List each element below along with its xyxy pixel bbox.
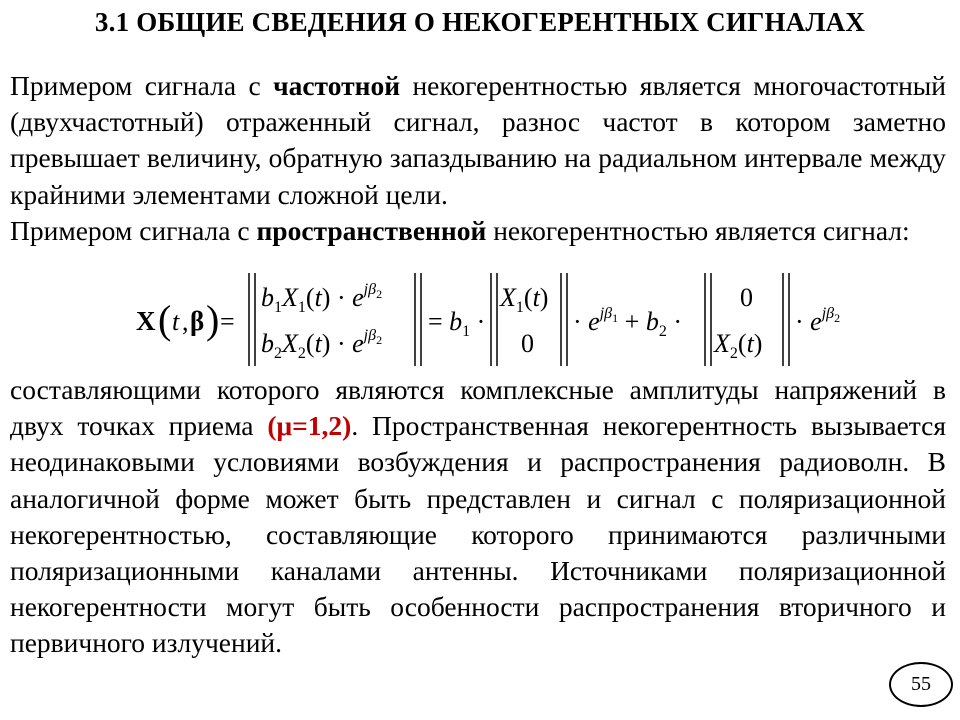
text-run: составляющими которого являются комплексные амплитуды напряжений в двух точках приема xyxy=(10,374,946,442)
paragraph-intro xyxy=(10,68,946,249)
formula-mid: · $e^{j\beta}1 + b_2$ · xyxy=(573,305,682,340)
matrix3-row1: 0 xyxy=(740,283,753,312)
page-number: 55 xyxy=(911,673,931,695)
formula-end: · $e^{j\beta}2$ xyxy=(795,305,841,336)
page-number-badge xyxy=(889,662,953,707)
formula-beta: β xyxy=(190,306,205,336)
formula-comma: , xyxy=(182,307,189,336)
formula-equals: = xyxy=(220,307,235,336)
formula-t: t xyxy=(172,307,180,336)
formula-eq-b1: = $b_1$ · xyxy=(428,307,486,340)
bold-term-spatial: пространственной xyxy=(256,214,487,246)
matrix1-row1: $b_1X_1(t) \cdot e^{j\beta}2$ xyxy=(261,281,383,316)
matrix2-row1: $X_1(t)$ xyxy=(500,283,549,316)
matrix3-row2: $X_2(t)$ xyxy=(714,329,763,362)
text-run: Примером сигнала с xyxy=(10,70,274,101)
formula-paren: ) xyxy=(206,297,220,342)
mu-index-highlight: (μ=1,2) xyxy=(267,410,352,442)
paragraph-components xyxy=(10,372,946,662)
slide-title: 3.1 ОБЩИЕ СВЕДЕНИЯ О НЕКОГЕРЕНТНЫХ СИГНАЛАХ xyxy=(94,7,866,37)
matrix1-row2: $b_2X_2(t) \cdot e^{j\beta}2$ xyxy=(261,327,383,362)
text-run: некогерентностью является многочастотный (двухчастотный) отраженный сигнал, разнос частот в котором заметно превышает величину, обратную запаздыванию на радиальном интервале между крайними элементами сложной цели. xyxy=(10,70,946,210)
signal-formula xyxy=(128,270,868,370)
paragraph-spatial xyxy=(10,213,946,249)
formula-lhs-X: X xyxy=(136,306,156,336)
formula-paren: ( xyxy=(158,297,172,342)
text-run: . Пространственная некогерентность вызывается неодинаковыми условиями возбуждения и распространения радиоволн. В аналогичной форме может быть представлен и сигнал с поляризационной некогерентностью, составляющие которого принимаются различными поляризационными каналами антенны. Источниками поляризационной некогерентности могут быть особенности распространения вторичного и первичного излучений. xyxy=(10,410,946,659)
bold-term-frequency: частотной xyxy=(273,70,401,101)
matrix2-row2: 0 xyxy=(521,329,534,358)
text-run: Примером сигнала с xyxy=(10,214,257,246)
text-run: некогерентностью является сигнал: xyxy=(486,214,910,246)
